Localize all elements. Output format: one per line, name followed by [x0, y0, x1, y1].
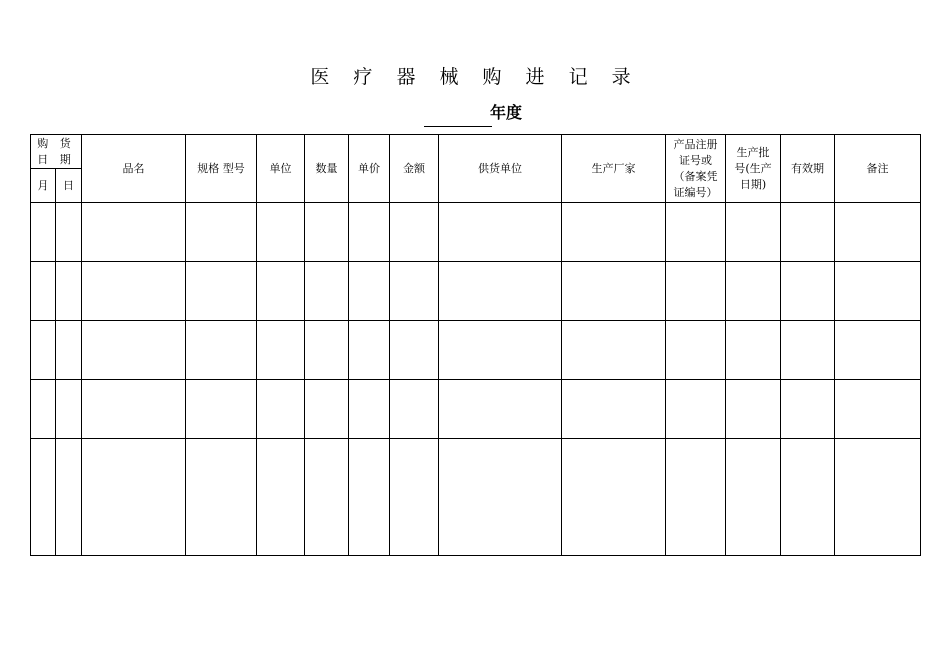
header-quantity: 数量 [305, 135, 349, 203]
cell-registration[interactable] [666, 380, 726, 439]
header-spec-model: 规格 型号 [186, 135, 257, 203]
cell-manufacturer[interactable] [562, 380, 666, 439]
header-product-name: 品名 [82, 135, 186, 203]
header-month: 月 [31, 169, 56, 203]
cell-day[interactable] [56, 380, 82, 439]
year-blank-line[interactable] [424, 126, 492, 127]
cell-spec-model[interactable] [186, 380, 257, 439]
cell-batch[interactable] [726, 321, 781, 380]
cell-registration[interactable] [666, 321, 726, 380]
cell-unit-price[interactable] [349, 380, 390, 439]
cell-product-name[interactable] [82, 203, 186, 262]
cell-spec-model[interactable] [186, 439, 257, 556]
cell-amount[interactable] [390, 321, 439, 380]
cell-spec-model[interactable] [186, 262, 257, 321]
header-unit: 单位 [257, 135, 305, 203]
cell-product-name[interactable] [82, 262, 186, 321]
header-unit-price: 单价 [349, 135, 390, 203]
table-row [31, 262, 921, 321]
cell-remarks[interactable] [835, 439, 921, 556]
cell-spec-model[interactable] [186, 203, 257, 262]
table-row [31, 439, 921, 556]
page-title: 医 疗 器 械 购 进 记 录 [310, 66, 640, 88]
cell-registration[interactable] [666, 203, 726, 262]
cell-supplier[interactable] [439, 321, 562, 380]
year-label: 年度 [490, 103, 523, 122]
cell-spec-model[interactable] [186, 321, 257, 380]
cell-remarks[interactable] [835, 203, 921, 262]
cell-manufacturer[interactable] [562, 203, 666, 262]
header-manufacturer: 生产厂家 [562, 135, 666, 203]
cell-month[interactable] [31, 262, 56, 321]
cell-day[interactable] [56, 262, 82, 321]
cell-manufacturer[interactable] [562, 321, 666, 380]
cell-amount[interactable] [390, 439, 439, 556]
header-amount: 金额 [390, 135, 439, 203]
cell-unit[interactable] [257, 439, 305, 556]
header-remarks: 备注 [835, 135, 921, 203]
header-expiry: 有效期 [781, 135, 835, 203]
cell-batch[interactable] [726, 203, 781, 262]
table-row [31, 321, 921, 380]
cell-remarks[interactable] [835, 321, 921, 380]
cell-product-name[interactable] [82, 321, 186, 380]
header-purchase-date [31, 135, 82, 169]
header-batch [726, 135, 781, 203]
header-purchase-date-line1: 购 货 [37, 136, 75, 150]
cell-registration[interactable] [666, 262, 726, 321]
header-purchase-date-line2: 日 期 [37, 152, 75, 166]
cell-amount[interactable] [390, 262, 439, 321]
header-registration-text: 产品注册证号或（备案凭证编号） [673, 137, 718, 199]
header-supplier: 供货单位 [439, 135, 562, 203]
cell-expiry[interactable] [781, 321, 835, 380]
cell-quantity[interactable] [305, 439, 349, 556]
cell-supplier[interactable] [439, 439, 562, 556]
cell-batch[interactable] [726, 439, 781, 556]
cell-unit-price[interactable] [349, 262, 390, 321]
cell-manufacturer[interactable] [562, 439, 666, 556]
cell-manufacturer[interactable] [562, 262, 666, 321]
cell-registration[interactable] [666, 439, 726, 556]
cell-quantity[interactable] [305, 380, 349, 439]
cell-unit[interactable] [257, 203, 305, 262]
cell-expiry[interactable] [781, 380, 835, 439]
cell-quantity[interactable] [305, 321, 349, 380]
cell-remarks[interactable] [835, 262, 921, 321]
cell-supplier[interactable] [439, 380, 562, 439]
cell-month[interactable] [31, 321, 56, 380]
cell-day[interactable] [56, 321, 82, 380]
cell-supplier[interactable] [439, 203, 562, 262]
cell-unit[interactable] [257, 321, 305, 380]
cell-expiry[interactable] [781, 262, 835, 321]
cell-batch[interactable] [726, 380, 781, 439]
cell-quantity[interactable] [305, 203, 349, 262]
cell-product-name[interactable] [82, 439, 186, 556]
cell-unit-price[interactable] [349, 321, 390, 380]
cell-batch[interactable] [726, 262, 781, 321]
cell-day[interactable] [56, 439, 82, 556]
cell-quantity[interactable] [305, 262, 349, 321]
cell-unit-price[interactable] [349, 203, 390, 262]
cell-month[interactable] [31, 439, 56, 556]
cell-unit-price[interactable] [349, 439, 390, 556]
cell-expiry[interactable] [781, 439, 835, 556]
header-registration [666, 135, 726, 203]
cell-amount[interactable] [390, 203, 439, 262]
cell-month[interactable] [31, 203, 56, 262]
header-row [31, 135, 921, 169]
cell-unit[interactable] [257, 262, 305, 321]
cell-remarks[interactable] [835, 380, 921, 439]
cell-amount[interactable] [390, 380, 439, 439]
cell-day[interactable] [56, 203, 82, 262]
header-batch-text: 生产批号(生产日期) [734, 145, 772, 191]
cell-unit[interactable] [257, 380, 305, 439]
cell-supplier[interactable] [439, 262, 562, 321]
table-row [31, 203, 921, 262]
cell-expiry[interactable] [781, 203, 835, 262]
cell-product-name[interactable] [82, 380, 186, 439]
header-day: 日 [56, 169, 82, 203]
purchase-record-table [30, 134, 921, 556]
table-row [31, 380, 921, 439]
cell-month[interactable] [31, 380, 56, 439]
